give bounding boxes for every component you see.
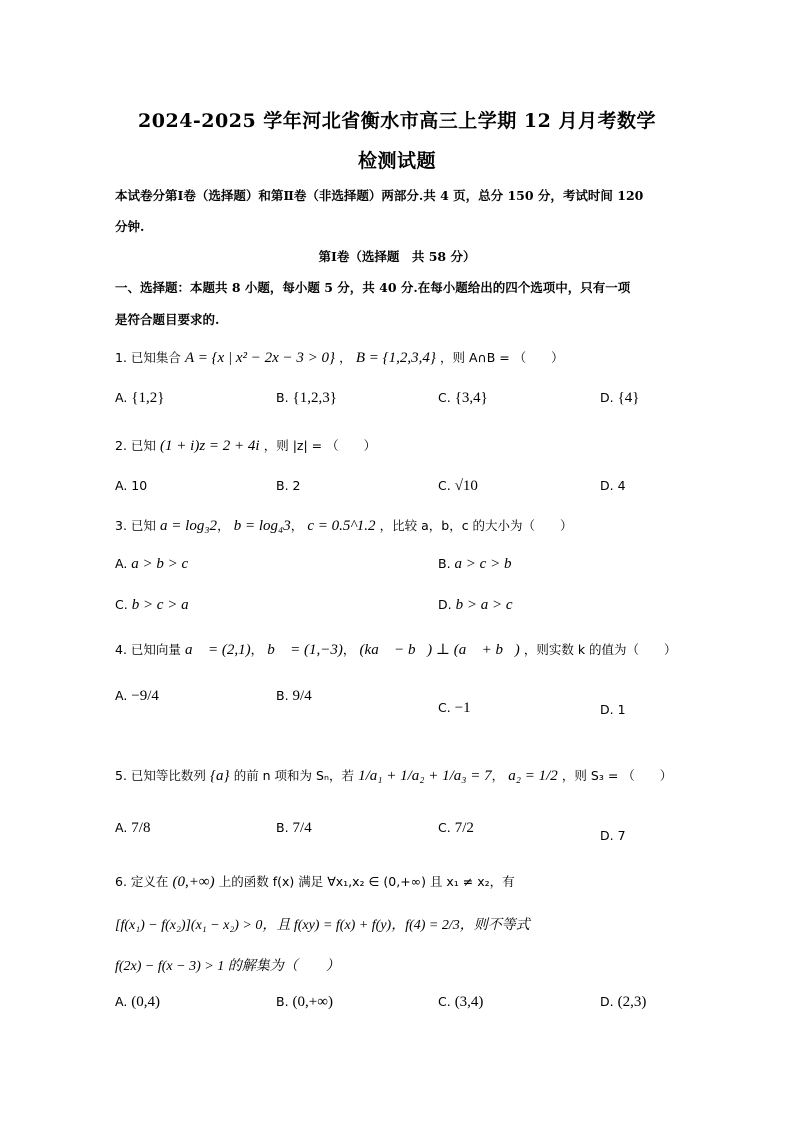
q4-option-a: A. −9/4: [115, 688, 159, 704]
q1-ask: ，则 A∩B = （ ）: [440, 350, 564, 365]
q5-sequence: {a}: [210, 768, 230, 784]
intro-line1: 本试卷分第Ⅰ卷（选择题）和第Ⅱ卷（非选择题）两部分.共 4 页，总分 150 分，考试时间 120: [115, 188, 644, 203]
q1-option-c: C. {3,4}: [438, 390, 488, 406]
q6-option-d: D. (2,3): [600, 994, 647, 1010]
exam-title: 2024-2025 学年河北省衡水市高三上学期 12 月月考数学: [138, 110, 656, 132]
q5-option-b: B. 7/4: [276, 820, 312, 836]
q6-option-c: C. (3,4): [438, 994, 484, 1010]
q5-option-a: A. 7/8: [115, 820, 151, 836]
q1-option-b: B. {1,2,3}: [276, 390, 337, 406]
q3-ask: ，比较 a，b，c 的大小为（ ）: [379, 518, 573, 533]
q5-mid: 的前 n 项和为 Sₙ，若: [233, 768, 354, 783]
q2-option-d: D. 4: [600, 478, 626, 493]
q2-option-a: A. 10: [115, 478, 148, 493]
q4-ask: ，则实数 k 的值为（ ）: [523, 642, 677, 657]
q3-option-b: B. a > c > b: [438, 556, 512, 572]
question-2: [115, 436, 376, 455]
q1-prefix: 1. 已知集合: [115, 350, 181, 365]
q4-condition: (ka⃗ − b⃗) ⊥ (a⃗ + b⃗): [359, 642, 520, 658]
question-5: 5. 已知等比数列 {a} 的前 n 项和为 Sₙ，若 1/a₁ + 1/a₂ + 1/a₃ = 7， a₂ = 1/2 ，则 S₃ = （ ）: [115, 768, 673, 784]
intro-line2: 分钟.: [115, 219, 145, 234]
q1-set-b: B = {1,2,3,4}: [355, 350, 436, 366]
q3-a: a = log₃2: [160, 518, 218, 534]
section-instruction-2: 是符合题目要求的.: [115, 312, 220, 327]
exam-title-line2: 检测试题: [357, 150, 436, 172]
q3-b: b = log₄3: [233, 518, 291, 534]
section-heading: 第Ⅰ卷（选择题 共 58 分）: [318, 249, 476, 264]
q5-ask: ，则 S₃ = （ ）: [561, 768, 673, 783]
question-1: 1. 已知集合 A = {x | x² − 2x − 3 > 0} ， B = {1,2,3,4} ，则 A∩B = （ ）: [115, 350, 564, 366]
q6-option-b: B. (0,+∞): [276, 994, 333, 1010]
q1-option-a: A. {1,2}: [115, 390, 165, 406]
q3-option-d: D. b > a > c: [438, 597, 513, 613]
q4-vector-b: b⃗ = (1,−3): [267, 642, 343, 658]
q5-option-d: D. 7: [600, 828, 626, 843]
q6-line3: f(2x) − f(x − 3) > 1 的解集为（ ）: [115, 959, 340, 974]
q3-option-a: A. a > b > c: [115, 556, 189, 572]
q6-option-a: A. (0,4): [115, 994, 161, 1010]
question-3: 3. 已知 a = log₃2， b = log₄3， c = 0.5^1.2 ，比较 a，b，c 的大小为（ ）: [115, 518, 573, 534]
question-4: 4. 已知向量 a⃗ = (2,1)， b⃗ = (1,−3)， (ka⃗ − b⃗) ⊥ (a⃗ + b⃗) ，则实数 k 的值为（ ）: [115, 642, 677, 658]
q2-option-b: B. 2: [276, 478, 301, 493]
q6-line1: 上的函数 f(x) 满足 ∀x₁,x₂ ∈ (0,+∞) 且 x₁ ≠ x₂，有: [218, 874, 515, 889]
q4-option-d: D. 1: [600, 702, 626, 717]
q4-vector-a: a⃗ = (2,1): [185, 642, 251, 658]
q5-a2: a₂ = 1/2: [508, 768, 558, 784]
q2-ask: ，则 |z| = （ ）: [263, 438, 377, 453]
q2-equation: (1 + i)z = 2 + 4i: [160, 438, 260, 454]
q1-set-a: A = {x | x² − 2x − 3 > 0}: [185, 350, 336, 366]
question-6: 6. 定义在 (0,+∞) 上的函数 f(x) 满足 ∀x₁,x₂ ∈ (0,+∞) 且 x₁ ≠ x₂，有: [115, 874, 515, 890]
q6-line2: [f(x₁) − f(x₂)](x₁ − x₂) > 0，且 f(xy) = f(x) + f(y)，f(4) = 2/3，则不等式: [115, 918, 530, 933]
q4-option-b: B. 9/4: [276, 688, 312, 704]
q6-domain: (0,+∞): [172, 874, 215, 890]
section-instruction-1: 一、选择题：本题共 8 小题，每小题 5 分，共 40 分.在每小题给出的四个选项中，只有一项: [115, 280, 631, 295]
q4-option-c: C. −1: [438, 700, 471, 716]
q1-option-d: D. {4}: [600, 390, 640, 406]
q5-condition: 1/a₁ + 1/a₂ + 1/a₃ = 7: [358, 768, 492, 784]
q2-option-c: C. √10: [438, 478, 478, 494]
q3-c: c = 0.5^1.2: [307, 518, 376, 534]
q3-option-c: C. b > c > a: [115, 597, 189, 613]
q2-prefix: 2. 已知: [115, 438, 156, 453]
q5-option-c: C. 7/2: [438, 820, 474, 836]
